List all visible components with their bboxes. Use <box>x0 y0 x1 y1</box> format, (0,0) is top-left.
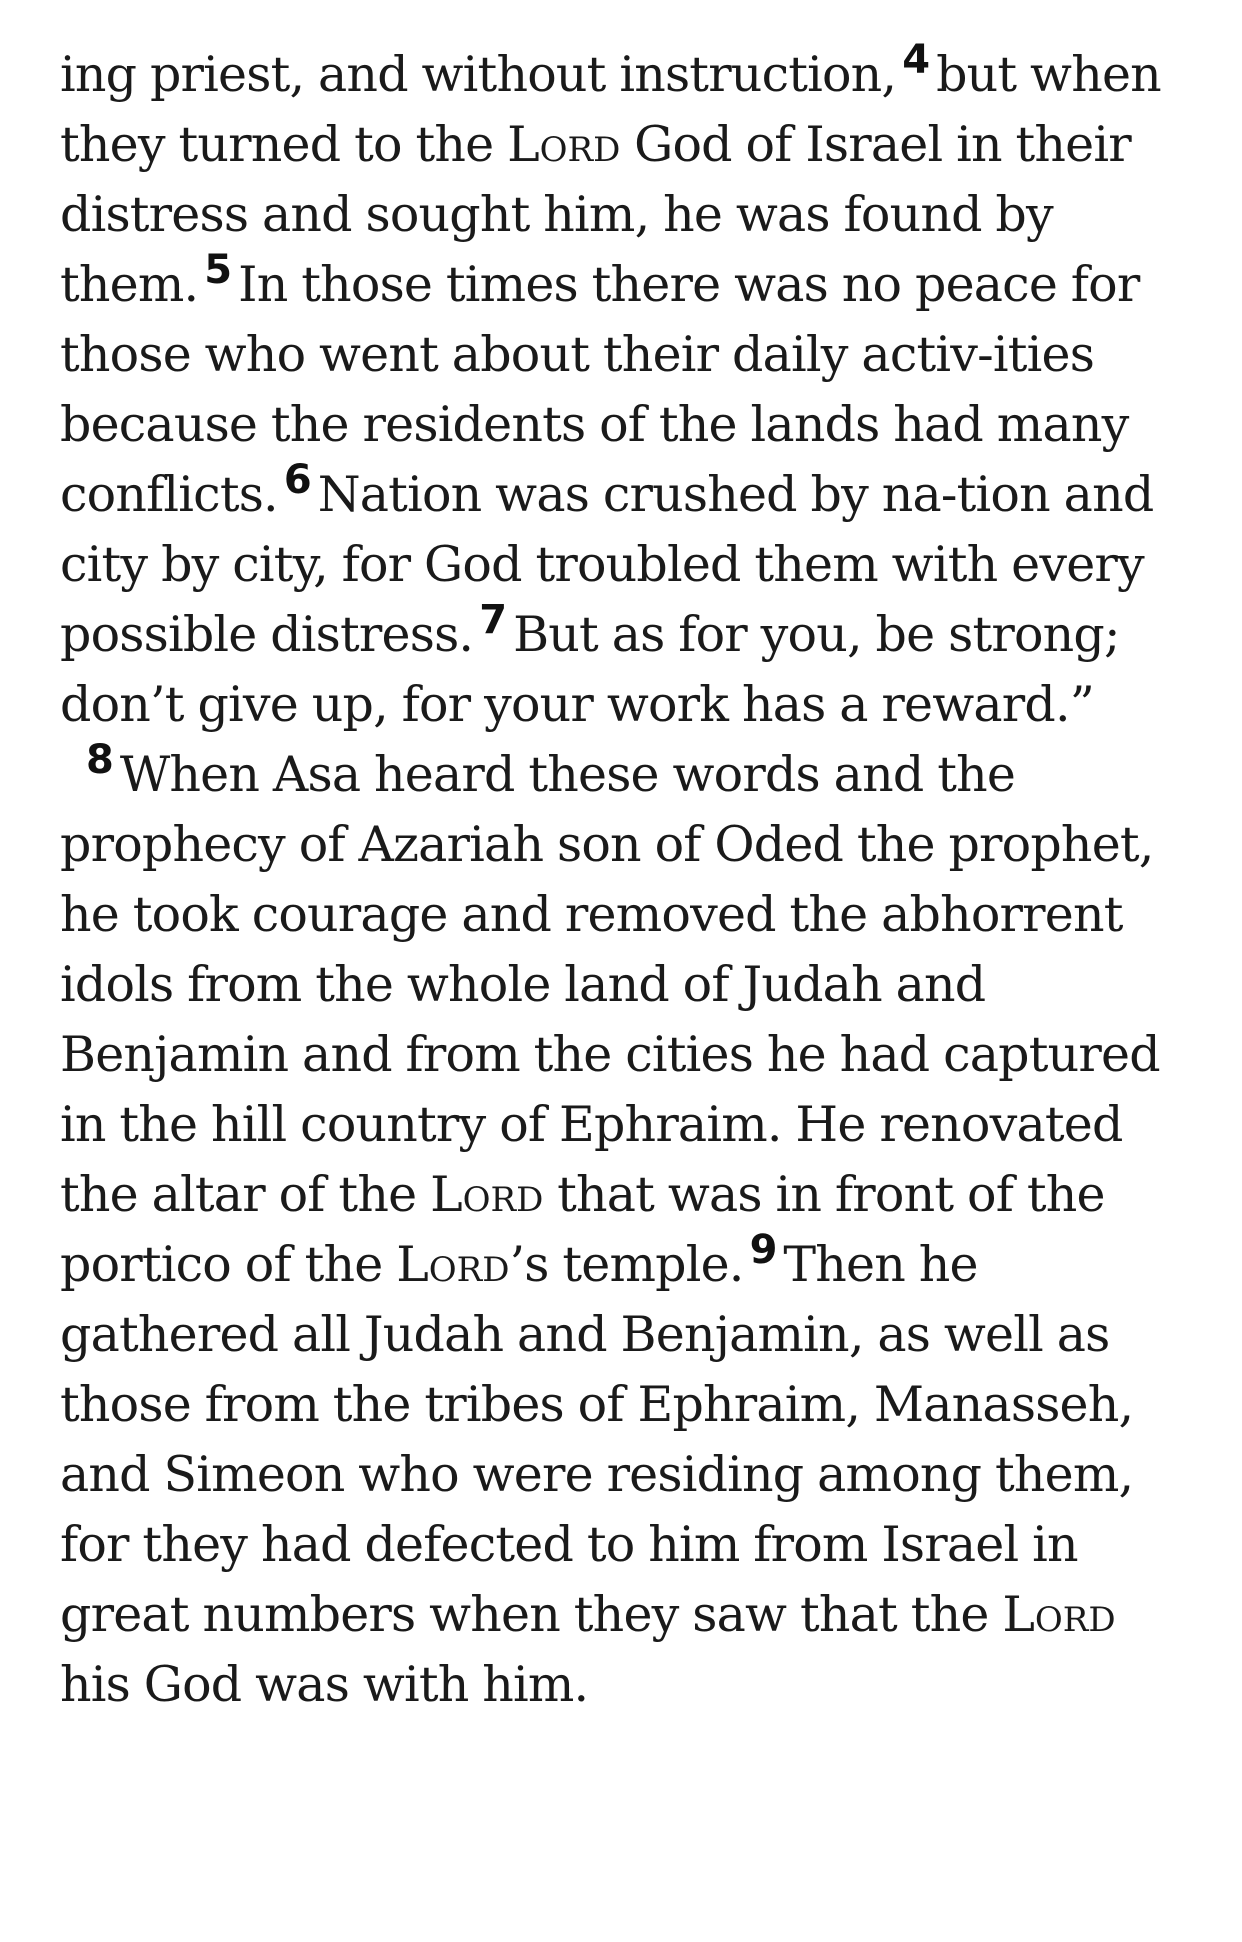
text-segment: ing priest, and without instruction, <box>60 46 897 103</box>
text-segment: but when they turned to the <box>60 46 1161 173</box>
text-segment: In those times there was no peace for those who went about their daily activ-ities because the residents of the lands had many conflicts. <box>60 256 1140 523</box>
verse-number-6[interactable]: 6 <box>283 457 312 503</box>
text-segment: But as for you, be strong; don’t give up, for your work has a reward.” <box>60 606 1120 733</box>
verse-number-7[interactable]: 7 <box>479 597 508 643</box>
divine-name: Lord <box>507 116 621 173</box>
paragraph-1 <box>60 37 1190 740</box>
text-segment: When Asa heard these words and the prophecy of Azariah son of Oded the prophet, he took courage and removed the abhorrent idols from the whole land of Judah and Benjamin and from the cities he had captured in the hill country of Ephraim. He renovated the altar of the <box>60 746 1160 1223</box>
divine-name: Lord <box>430 1166 544 1223</box>
divine-name: Lord <box>396 1236 510 1293</box>
reading-page <box>60 37 1190 1720</box>
text-segment: God of Israel in their distress and sought him, he was found by them. <box>60 116 1131 313</box>
paragraph-2 <box>60 737 1190 1720</box>
text-segment: that was in front of the portico of the <box>60 1166 1105 1293</box>
text-segment: Then he gathered all Judah and Benjamin, as well as those from the tribes of Ephraim, Manasseh, and Simeon who were residing among them, for they had defected to him from Israel in great numbers when they saw that the <box>60 1236 1134 1643</box>
verse-number-9[interactable]: 9 <box>749 1227 778 1273</box>
text-segment: his God was with him. <box>60 1656 589 1713</box>
verse-number-8[interactable]: 8 <box>86 737 114 783</box>
verse-number-5[interactable]: 5 <box>204 247 233 293</box>
divine-name: Lord <box>1002 1586 1116 1643</box>
verse-number-4[interactable]: 4 <box>902 37 931 83</box>
text-segment: Nation was crushed by na-tion and city by city, for God troubled them with every possible distress. <box>60 466 1154 663</box>
text-segment: ’s temple. <box>509 1236 744 1293</box>
